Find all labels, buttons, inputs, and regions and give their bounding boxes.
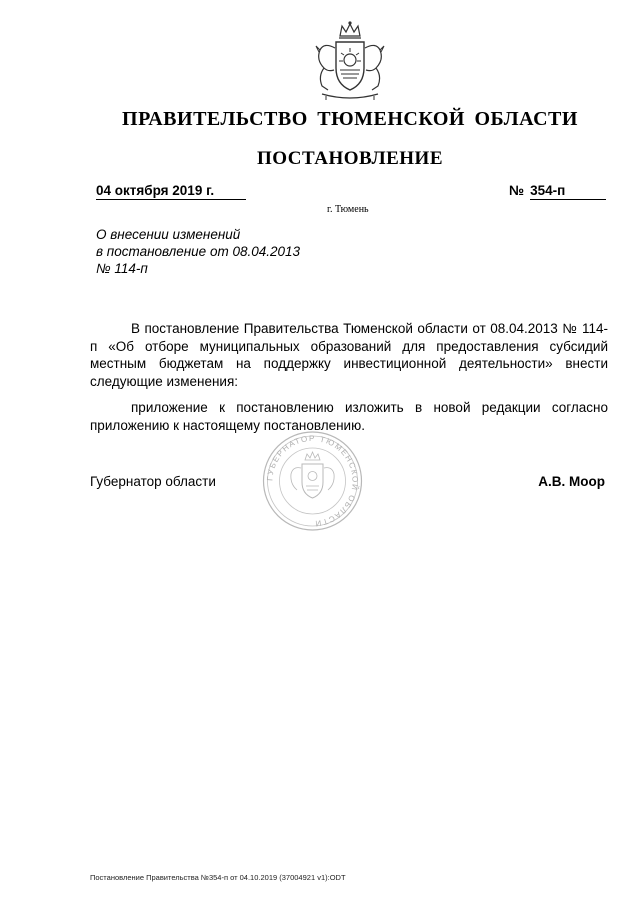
signer-name: А.В. Моор bbox=[538, 474, 605, 489]
document-type-title: ПОСТАНОВЛЕНИЕ bbox=[256, 148, 444, 169]
document-date: 04 октября 2019 г. bbox=[96, 183, 246, 200]
body-paragraph: приложение к постановлению изложить в новой редакции согласно приложению к настоящему постановлению. bbox=[90, 400, 608, 433]
document-subject bbox=[96, 226, 300, 277]
subject-line: № 114-п bbox=[96, 261, 148, 276]
seal-text: ГУБЕРНАТОР ТЮМЕНСКОЙ ОБЛАСТИ bbox=[265, 433, 360, 529]
coat-of-arms-icon bbox=[306, 18, 394, 104]
signer-title: Губернатор области bbox=[90, 474, 216, 489]
document-footer: Постановление Правительства №354-п от 04.10.2019 (37004921 v1):ODT bbox=[90, 873, 346, 882]
official-seal-icon bbox=[261, 430, 364, 532]
document-body bbox=[90, 320, 608, 434]
body-paragraph: В постановление Правительства Тюменской области от 08.04.2013 № 114-п «Об отборе муниципальных образований для предоставления субсидий местным бюджетам на поддержку инвестиционной деятельности» внести следующие изменения: bbox=[90, 321, 608, 389]
subject-line: О внесении изменений bbox=[96, 227, 241, 242]
subject-line: в постановление от 08.04.2013 bbox=[96, 244, 301, 259]
document-city: г. Тюмень bbox=[327, 204, 369, 215]
organization-title: ПРАВИТЕЛЬСТВО ТЮМЕНСКОЙ ОБЛАСТИ bbox=[122, 108, 578, 130]
number-sign: № bbox=[509, 183, 525, 198]
number-value: 354-п bbox=[530, 183, 606, 200]
document-number bbox=[509, 183, 606, 200]
